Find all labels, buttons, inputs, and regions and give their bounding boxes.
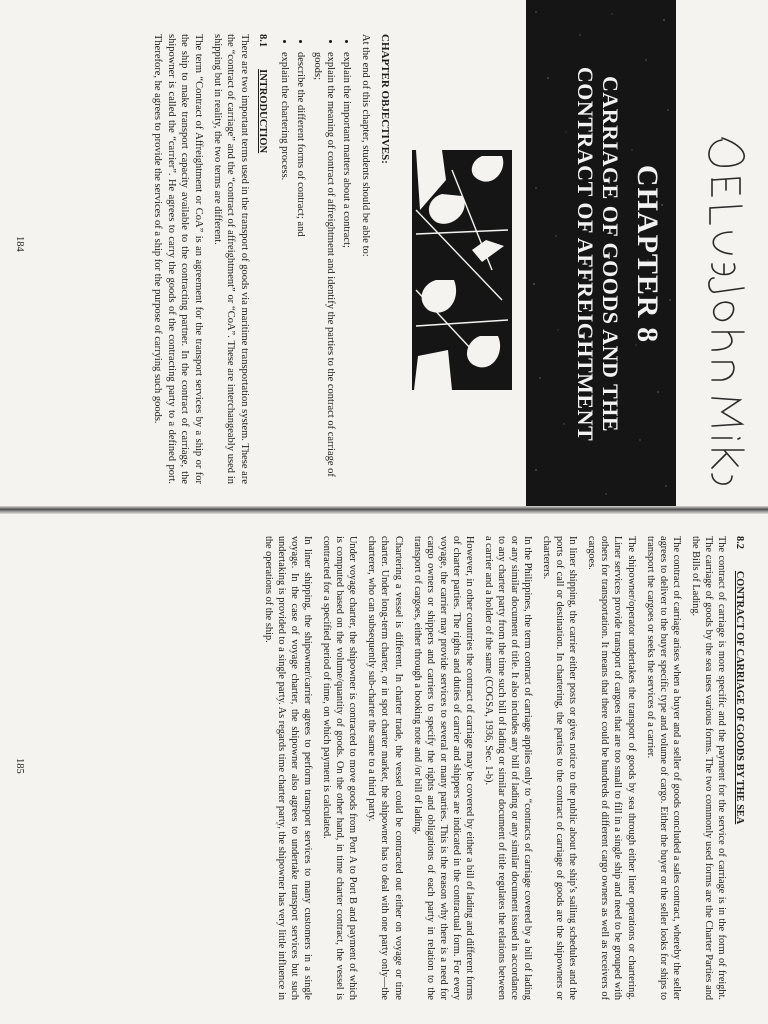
page-number: 184 [14, 236, 25, 252]
chapter-title: CARRIAGE OF GOODS AND THE CONTRACT OF AFFREIGHTMENT [573, 66, 623, 442]
section-title: INTRODUCTION [257, 69, 269, 154]
page-number: 185 [14, 758, 25, 774]
book-gutter [0, 506, 768, 514]
chapter-number: CHAPTER 8 [631, 164, 664, 344]
paragraph: Chartering a vessel is different. In charter trade, the vessel could be contracted out either on voyage or time charter. Under long-term charter, or in spot charter market, the shipowner has to deal with one party only—the charterer, who can subsequently sub-charter the same to a third party. [366, 536, 404, 1000]
section-number: 8.1 [257, 34, 269, 48]
objectives-intro: At the end of this chapter, students should be able to: [359, 34, 371, 257]
sailors-silhouette-illustration [412, 150, 512, 390]
paragraph: In the Philippines, the term contract of carriage applies only to “contracts of carriage covered by a bill of lading or any similar document of title. It also includes any bill of lading or any similar document issued in accordance to any charter party from the time such bill of lading or similar document of title regulates the relations between a carrier and a holder of the same (COGSA, 1936, Sec. 1-b). [482, 536, 534, 1000]
paragraph: The term “Contract of Affreightment or CoA” is an agreement for the transport services by a ship or for the ship to make transport capacity available to the contracting partner. In the contract of carriage, the shipowner is called the “carrier”. He agrees to carry the goods of the contracting party to a defined port. Therefore, he agrees to provide the services of a ship for the purpose of carrying such goods. [152, 34, 204, 484]
section-number: 8.2 [734, 536, 745, 549]
paragraph: In liner shipping, the shipowner/carrier agrees to perform transport services to many customers in a single voyage. In the case of voyage charter, the shipowner also agrees to undertake transport services but such undertaking is provided to a single party. As regards time charter party, the shipowner has very little influence in the operations of the ship. [263, 536, 314, 1000]
paragraph: However, in other countries the contract of carriage may be covered by either a bill of lading and different forms of charter parties. The rights and duties of carrier and shippers are indicated in the contractual form. For every voyage, the carrier may provide services to several or many parties. This is the reason why there is a need for cargo owners or shippers and carriers to specify the rights and obligations of each party in relation to the transport of cargoes, either through a booking note and /or bill of lading. [411, 536, 475, 1000]
objectives-heading: CHAPTER OBJECTIVES: [379, 34, 391, 164]
right-page-body [262, 536, 746, 1000]
handwritten-signature [692, 128, 762, 488]
paragraph: There are two important terms used in the transport of goods via maritime transportation system. These are the “contract of carriage” and the “contract of affreightment” or “CoA”. These are interchangeably used in shipping but in reality, the two terms are different. [211, 34, 250, 484]
section-8-1-heading [256, 34, 269, 484]
paragraph: The contract of carriage arises when a buyer and a seller of goods concluded a sales contract, whereby the seller agrees to deliver to the buyer specific type and volume of cargo. Either the buyer or the seller looks for ships to transport the cargoes or seeks the services of a carrier. [644, 536, 682, 1000]
page-185 [0, 514, 768, 1024]
paragraph: Under voyage charter, the shipowner is contracted to move goods from Port A to Port B and payment of which is computed based on the volume/quantity of goods. On the other hand, in time charter contract, the vessel is contracted for a specified period of time, on which payment is calculated. [321, 536, 359, 1000]
objective-item: • explain the important matters about a contract; [340, 52, 353, 484]
paragraph: The shipowner/operator undertakes the transport of goods by sea through either liner operations or chartering. Liner services provide transport of cargoes that are too small to fill in a single ship and need to be grouped with others for transportation. It means that there could be hundreds of different cargo owners as well as receivers of cargoes. [586, 536, 637, 1000]
section-title: CONTRACT OF CARRIAGE OF GOODS BY THE SEA [734, 570, 745, 825]
objective-item: • describe the different forms of contract; and [294, 52, 307, 484]
objectives-list [277, 34, 353, 484]
left-page-body [145, 34, 392, 484]
paragraph: In liner shipping, the carrier either posts or gives notice to the public about the ship’s sailing schedules and the ports of call or destination. In chartering, the parties to the contract of carriage of goods are the shipowners or charterers. [541, 536, 579, 1000]
paragraph: The contract of carriage is more specific and the payment for the service of carriage is in the form of freight. The carriage of goods by the sea uses various forms. The two commonly used forms are the Charter Parties and the Bills of Lading. [689, 536, 727, 1000]
section-8-2-heading [733, 536, 746, 1000]
chapter-banner [526, 0, 676, 508]
page-184 [0, 0, 768, 508]
objective-item: • explain the meaning of contract of affreightment and identify the parties to the contract of carriage of goods; [310, 52, 337, 484]
objective-item: • explain the chartering process. [277, 52, 290, 484]
